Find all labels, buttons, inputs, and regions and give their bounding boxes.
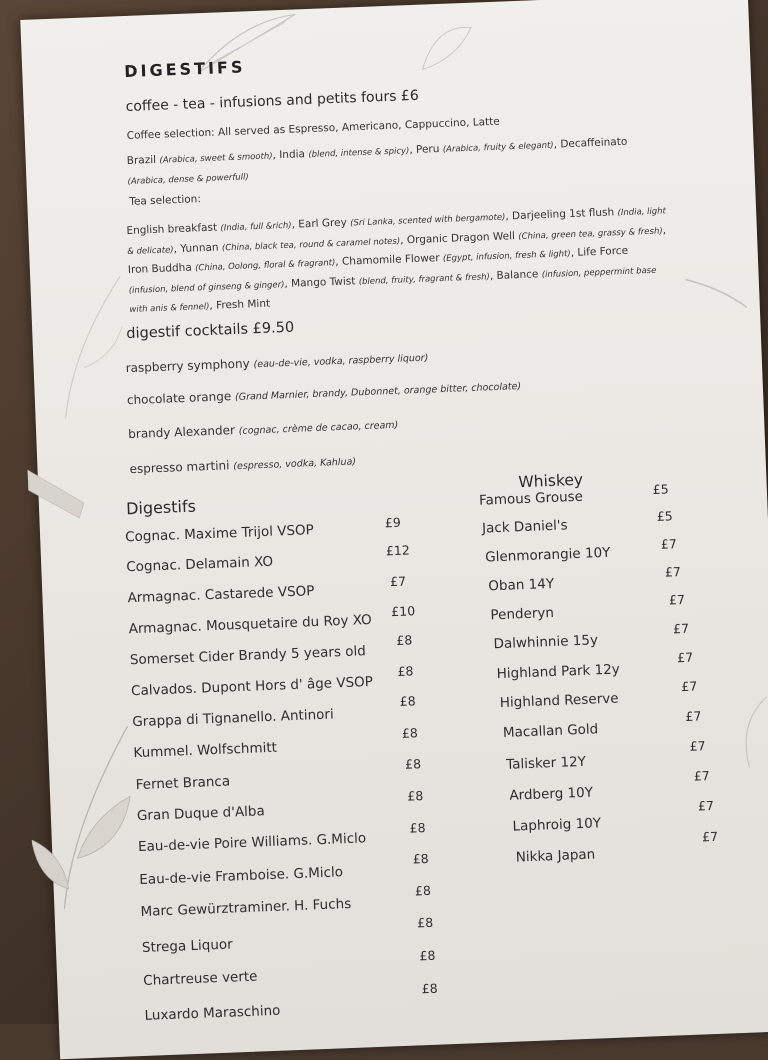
digestif-price: £8 [409, 820, 426, 836]
coffee-origin-name: Decaffeinato [560, 135, 628, 151]
whiskey-name: Penderyn [490, 604, 555, 624]
digestif-name: Luxardo Maraschino [144, 1002, 281, 1024]
digestif-price: £8 [416, 914, 434, 931]
digestif-name: Eau-de-vie Framboise. G.Miclo [139, 864, 344, 889]
digestif-name: Armagnac. Mousquetaire du Roy XO [128, 611, 373, 638]
digestif-name: Cognac. Delamain XO [126, 553, 274, 576]
digestif-price: £8 [412, 850, 429, 867]
digestif-price: £8 [397, 663, 414, 679]
whiskey-price: £7 [664, 564, 682, 580]
coffee-selection-text: Coffee selection: All served as Espresso, Americano, Cappuccino, Latte [126, 115, 500, 142]
whiskey-price: £7 [676, 649, 694, 666]
tea-selection-label: Tea selection: [129, 193, 202, 208]
page-title: DIGESTIFS [123, 57, 246, 82]
tea-name: Chamomile Flower [341, 252, 440, 268]
cocktail-note: (cognac, crème de cacao, cream) [238, 419, 399, 437]
tea-name: Iron Buddha [127, 261, 193, 277]
digestif-price: £12 [385, 542, 411, 559]
cocktail-name: chocolate orange [126, 389, 232, 408]
digestif-price: £8 [396, 632, 413, 648]
coffee-origin-note: (blend, intense & spicy) [308, 146, 410, 161]
tea-note: (blend, fruity, fragrant & fresh) [358, 271, 491, 287]
digestif-name: Kummel. Wolfschmitt [133, 739, 278, 762]
whiskey-price: £7 [689, 738, 706, 754]
coffee-origin-name: Brazil [126, 153, 157, 167]
digestif-name: Somerset Cider Brandy 5 years old [129, 643, 367, 669]
coffee-origins-paragraph: Brazil (Arabica, sweet & smooth), India (blend, intense & spicy), Peru (Arabica, fruity & elegant), Decaffeinato (Arabica, dense & powerfull) [126, 135, 628, 187]
tea-name: Earl Grey [298, 216, 348, 231]
tea-note: (Sri Lanka, scented with bergamote) [350, 212, 506, 229]
digestif-price: £8 [421, 980, 438, 997]
whiskey-price: £7 [697, 797, 715, 814]
tea-note: (India, light & delicate) [127, 206, 667, 257]
cocktail-name: brandy Alexander [127, 423, 236, 442]
leaf-sketch-icon [727, 692, 768, 774]
cocktail-item [127, 378, 522, 407]
tea-name: Darjeeling 1st flush [511, 206, 615, 223]
whiskey-name: Glenmorangie 10Y [484, 544, 611, 566]
whiskey-name: Highland Park 12y [496, 661, 621, 683]
cocktail-note: (eau-de-vie, vodka, raspberry liquor) [253, 352, 429, 371]
whiskey-price: £7 [701, 828, 719, 845]
tea-note: (Egypt, infusion, fresh & light) [442, 249, 571, 264]
tea-note: (infusion, blend of ginseng & ginger) [128, 279, 285, 296]
tea-name: Mango Twist [290, 274, 356, 290]
digestif-price: £10 [390, 603, 416, 620]
whiskey-name: Nikka Japan [515, 846, 596, 866]
cocktail-note: (Grand Marnier, brandy, Dubonnet, orange bitter, chocolate) [234, 381, 522, 404]
tea-name: Fresh Mint [215, 297, 271, 312]
digestif-name: Eau-de-vie Poire Williams. G.Miclo [137, 830, 367, 856]
coffee-heading: coffee - tea - infusions and petits fours £6 [125, 87, 420, 115]
cocktail-item [128, 417, 398, 441]
whiskey-price: £7 [668, 591, 686, 608]
digestif-name: Strega Liquor [141, 936, 233, 956]
cocktail-item [125, 350, 428, 376]
digestifs-heading: Digestifs [125, 496, 197, 519]
tea-note: (infusion, peppermint base with anis & fennel) [129, 265, 657, 315]
digestif-price: £8 [407, 788, 424, 804]
digestif-name: Calvados. Dupont Hors d' âge VSOP [130, 673, 374, 700]
whiskey-name: Oban 14Y [488, 575, 555, 595]
leaf-sketch-icon [40, 266, 136, 429]
coffee-origin-note: (Arabica, sweet & smooth) [159, 151, 273, 166]
digestif-name: Fernet Branca [135, 773, 231, 794]
cocktail-item [129, 453, 356, 476]
whiskey-name: Macallan Gold [502, 721, 599, 741]
whiskey-price: £7 [672, 620, 690, 637]
leaf-sketch-icon [681, 272, 752, 315]
tea-name: Balance [496, 267, 539, 282]
coffee-origin-note: (Arabica, fruity & elegant) [442, 140, 554, 155]
tea-name: English breakfast [126, 221, 218, 238]
digestif-price: £8 [399, 693, 416, 709]
tea-name: Yunnan [180, 241, 219, 255]
coffee-origin-note: (Arabica, dense & powerfull) [127, 171, 249, 187]
whiskey-price: £7 [693, 768, 710, 784]
tea-name: Life Force [577, 244, 629, 259]
digestif-price: £8 [401, 725, 419, 741]
whiskey-price: £5 [656, 508, 673, 524]
tea-name: Organic Dragon Well [406, 229, 516, 246]
leaf-sketch-icon [411, 17, 483, 80]
whiskey-name: Laphroig 10Y [512, 815, 602, 835]
whiskey-name: Famous Grouse [478, 488, 584, 509]
whiskey-name: Jack Daniel's [481, 517, 568, 537]
digestif-name: Cognac. Maxime Trijol VSOP [124, 522, 315, 546]
whiskey-name: Talisker 12Y [505, 753, 587, 773]
whiskey-name: Highland Reserve [499, 690, 619, 712]
tea-note: (China, Oolong, floral & fragrant) [194, 258, 336, 274]
menu-sheet [20, 0, 768, 1059]
cocktail-name: raspberry symphony [125, 356, 250, 376]
digestif-price: £8 [404, 756, 422, 772]
whiskey-heading: Whiskey [518, 470, 584, 492]
digestif-name: Gran Duque d'Alba [136, 803, 266, 825]
digestif-price: £9 [384, 514, 402, 531]
tea-paragraph: English breakfast (India, full &rich), Earl Grey (Sri Lanka, scented with bergamote), Darjeeling 1st flush (India, light & delicate), Yunnan (China, black tea, round & caramel notes), Organic Dragon Well (China, green tea, grassy & fresh), Iron Buddha (China, Oolong, floral & fragrant), Chamomile Flower (Egypt, infusion, fresh & light), Life Force (infusion, blend of ginseng & ginger), Mango Twist (blend, fruity, fragrant & fresh), Balance (infusion, peppermint base with anis & fennel), Fresh Mint [126, 206, 667, 315]
cocktail-note: (espresso, vodka, Kahlua) [233, 456, 357, 473]
digestif-name: Armagnac. Castarede VSOP [127, 583, 315, 607]
whiskey-price: £7 [660, 536, 678, 552]
whiskey-price: £5 [652, 481, 669, 498]
whiskey-price: £7 [685, 708, 702, 724]
tea-note: (India, full &rich) [220, 220, 292, 234]
coffee-origin-name: India [278, 148, 306, 162]
digestif-price: £8 [419, 947, 436, 964]
digestif-name: Chartreuse verte [142, 968, 258, 989]
whiskey-name: Dalwhinnie 15y [493, 632, 599, 653]
cocktails-heading: digestif cocktails £9.50 [126, 319, 295, 343]
digestif-name: Grappa di Tignanello. Antinori [132, 706, 334, 731]
tea-note: (China, black tea, round & caramel notes) [221, 236, 401, 253]
digestif-price: £8 [414, 882, 432, 899]
coffee-origin-name: Peru [415, 142, 440, 156]
digestif-name: Marc Gewürztraminer. H. Fuchs [140, 895, 352, 921]
tea-note: (China, green tea, grassy & fresh) [518, 225, 663, 242]
digestif-price: £7 [389, 573, 407, 590]
whiskey-name: Ardberg 10Y [509, 784, 594, 804]
cocktail-name: espresso martini [129, 458, 230, 477]
whiskey-price: £7 [681, 678, 698, 695]
